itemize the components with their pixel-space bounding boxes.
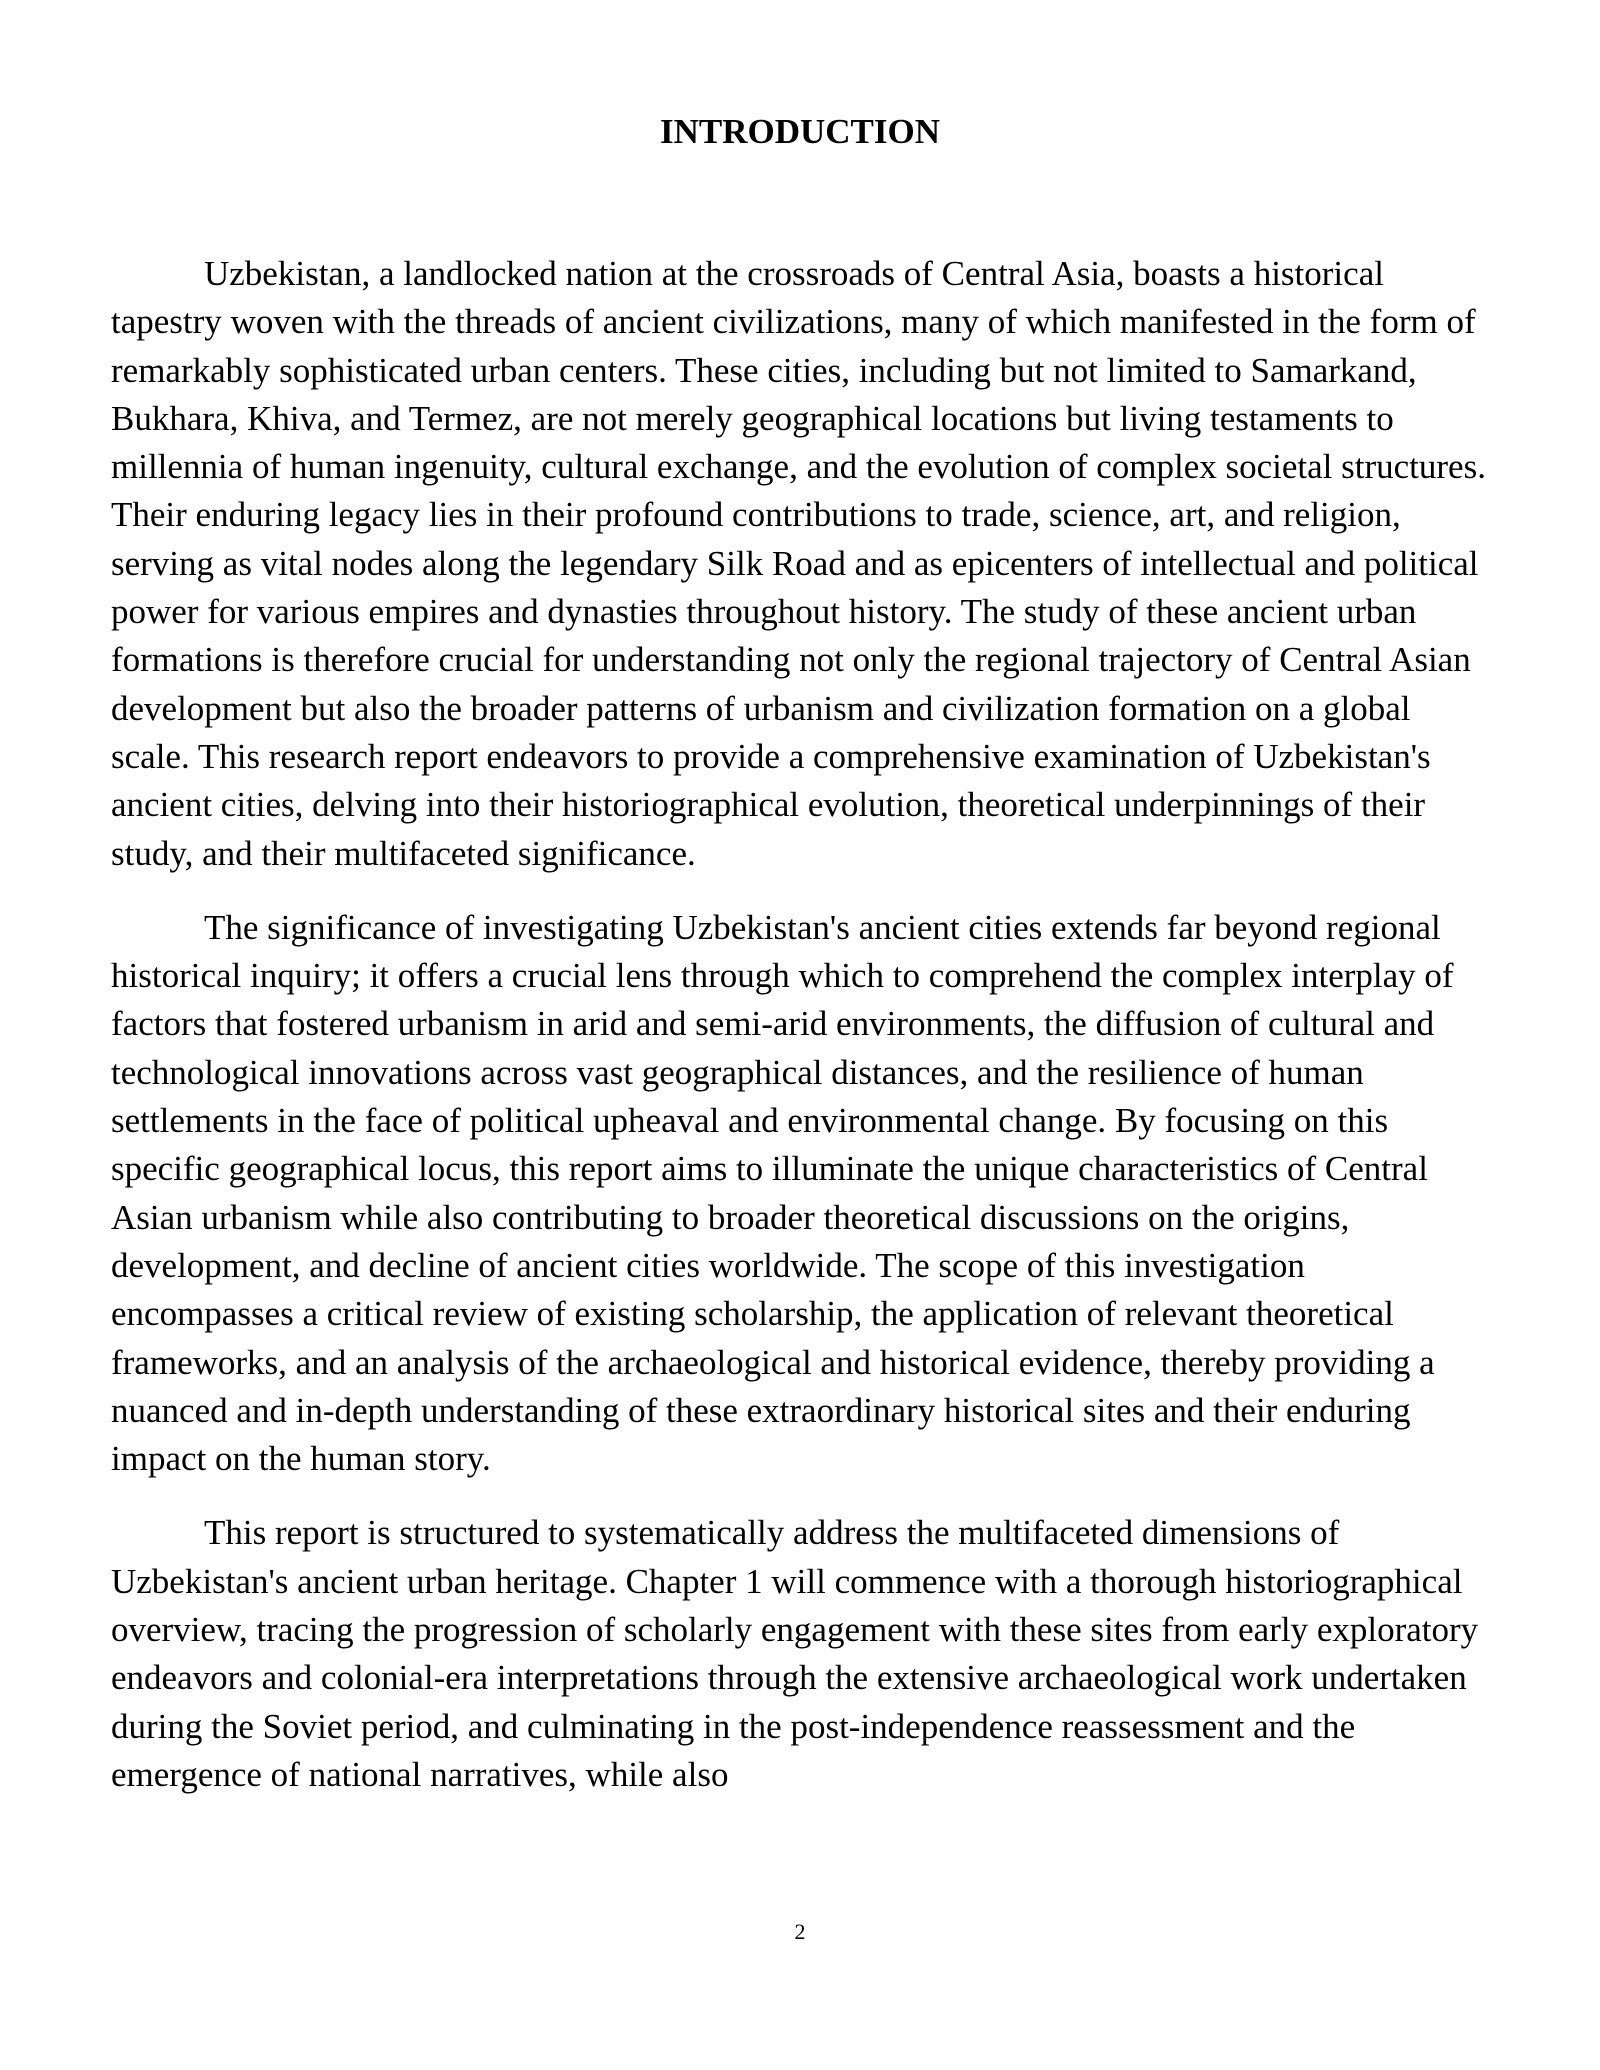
section-heading: INTRODUCTION xyxy=(659,112,941,151)
paragraph-3: This report is structured to systematically address the multifaceted dimensions of Uzbekistan's ancient urban heritage. Chapter 1 will commence with a thorough historiographical overview, tracing the progression of scholarly engagement with these sites from early exploratory endeavors and colonial-era interpretations through the extensive archaeological work undertaken during the Soviet period, and culminating in the post-independence reassessment and the emergence of national narratives, while also xyxy=(111,1513,1479,1794)
paragraph-1: Uzbekistan, a landlocked nation at the crossroads of Central Asia, boasts a historical tapestry woven with the threads of ancient civilizations, many of which manifested in the form of remarkably sophisticated urban centers. These cities, including but not limited to Samarkand, Bukhara, Khiva, and Termez, are not merely geographical locations but living testaments to millennia of human ingenuity, cultural exchange, and the evolution of complex societal structures. Their enduring legacy lies in their profound contributions to trade, science, art, and religion, serving as vital nodes along the legendary Silk Road and as epicenters of intellectual and political power for various empires and dynasties throughout history. The study of these ancient urban formations is therefore crucial for understanding not only the regional trajectory of Central Asian development but also the broader patterns of urbanism and civilization formation on a global scale. This research report endeavors to provide a comprehensive examination of Uzbekistan's ancient cities, delving into their historiographical evolution, theoretical underpinnings of their study, and their multifaceted significance. xyxy=(111,254,1486,873)
paragraph-2: The significance of investigating Uzbekistan's ancient cities extends far beyond regional historical inquiry; it offers a crucial lens through which to comprehend the complex interplay of factors that fostered urbanism in arid and semi-arid environments, the diffusion of cultural and technological innovations across vast geographical distances, and the resilience of human settlements in the face of political upheaval and environmental change. By focusing on this specific geographical locus, this report aims to illuminate the unique characteristics of Central Asian urbanism while also contributing to broader theoretical discussions on the origins, development, and decline of ancient cities worldwide. The scope of this investigation encompasses a critical review of existing scholarship, the application of relevant theoretical frameworks, and an analysis of the archaeological and historical evidence, thereby providing a nuanced and in-depth understanding of these extraordinary historical sites and their enduring impact on the human story. xyxy=(111,907,1454,1479)
body-text xyxy=(111,250,1489,1825)
page-number: 2 xyxy=(794,1919,806,1944)
